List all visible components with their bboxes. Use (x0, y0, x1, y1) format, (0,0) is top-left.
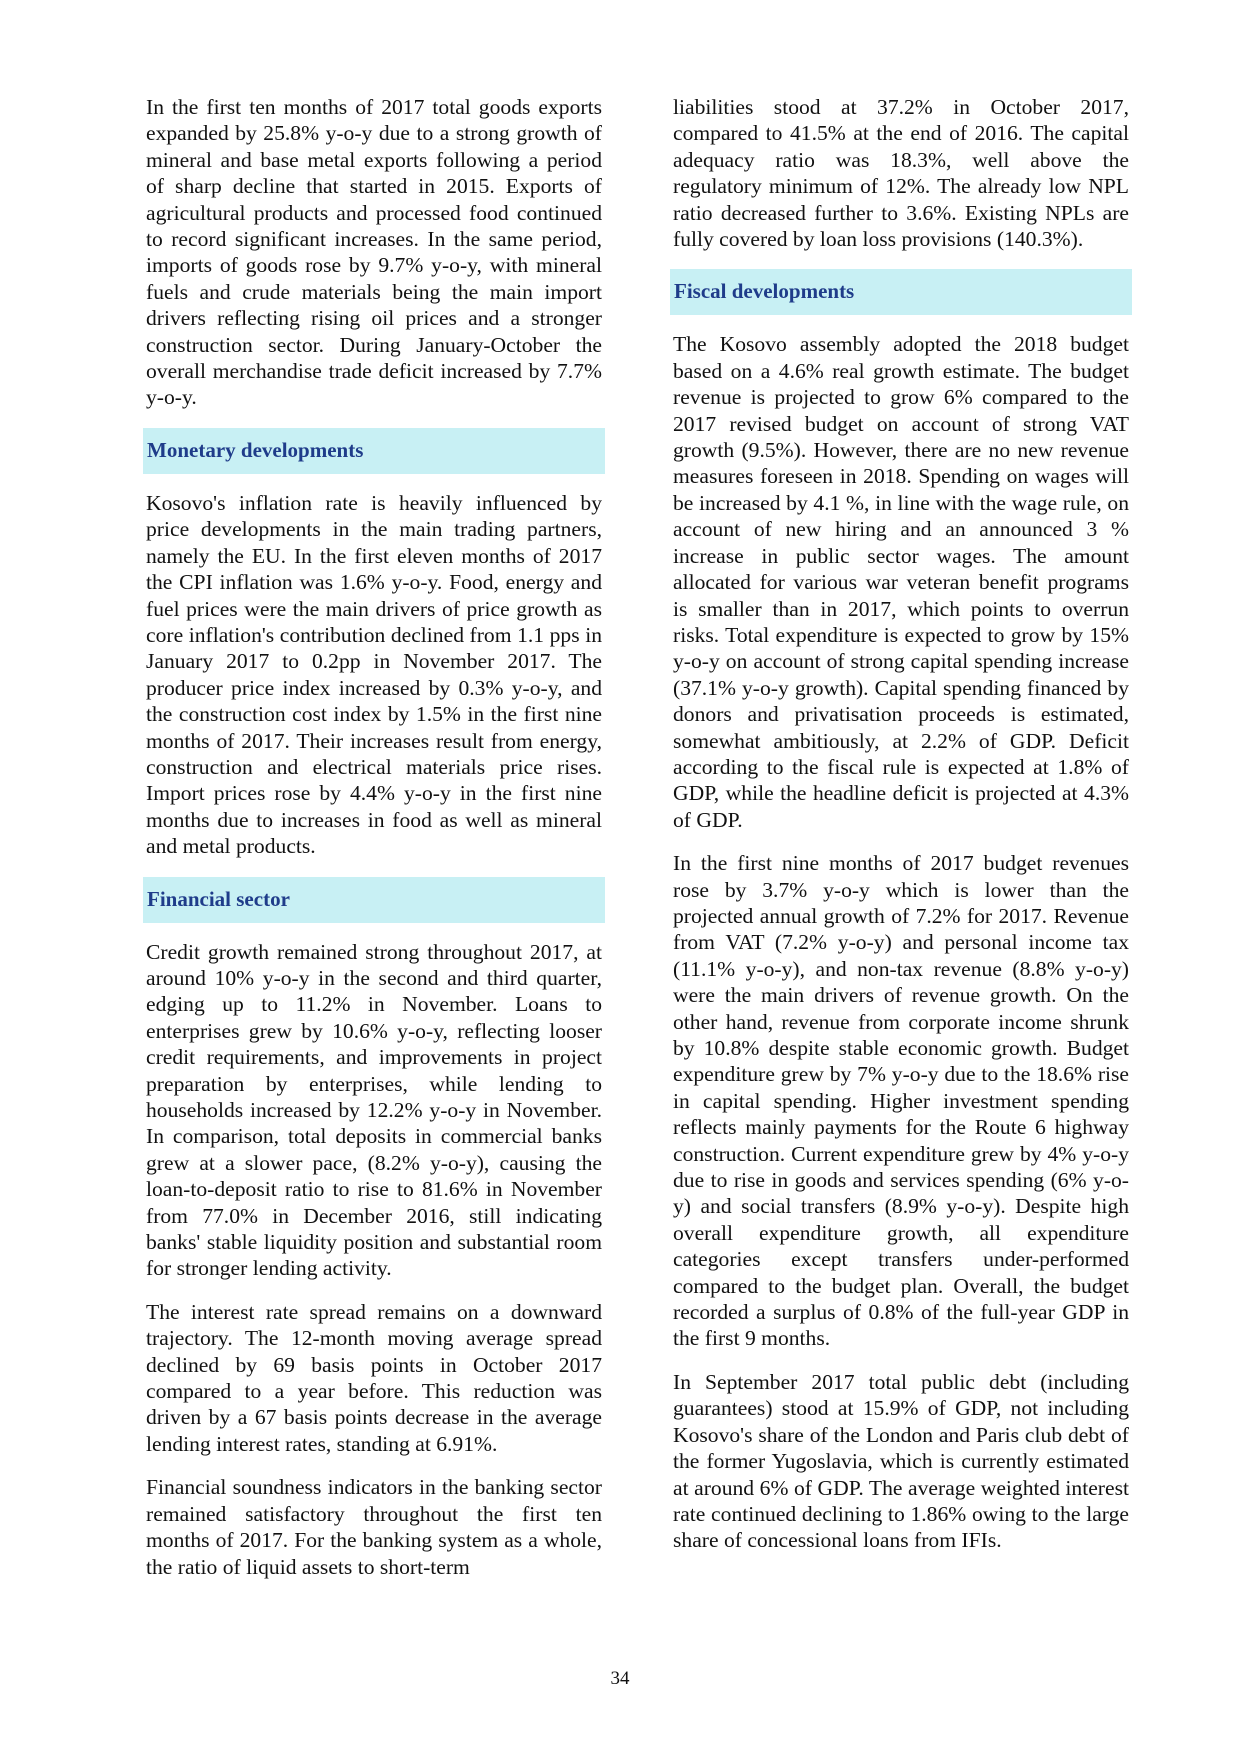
financial-paragraph-credit: Credit growth remained strong throughout 2017, at around 10% y-o-y in the second and third quarter, edging up to 11.2% in November. Loans to enterprises grew by 10.6% y-o-y, reflecting looser credit requirements, and improvements in project preparation by enterprises, while lending to households increased by 12.2% y-o-y in November. In comparison, total deposits in commercial banks grew at a slower pace, (8.2% y-o-y), causing the loan-to-deposit ratio to rise to 81.6% in November from 77.0% in December 2016, still indicating banks' stable liquidity position and substantial room for stronger lending activity. (146, 939, 602, 1281)
section-heading-monetary: Monetary developments (143, 428, 605, 474)
fiscal-paragraph-budget: The Kosovo assembly adopted the 2018 budget based on a 4.6% real growth estimate. The budget revenue is projected to grow 6% compared to the 2017 revised budget on account of strong VAT growth (9.5%). However, there are no new revenue measures foreseen in 2018. Spending on wages will be increased by 4.1 %, in line with the wage rule, on account of new hiring and an announced 3 % increase in public sector wages. The amount allocated for various war veteran benefit programs is smaller than in 2017, which points to overrun risks. Total expenditure is expected to grow by 15% y-o-y on account of strong capital spending increase (37.1% y-o-y growth). Capital spending financed by donors and privatisation proceeds is estimated, somewhat ambitiously, at 2.2% of GDP. Deficit according to the fiscal rule is expected at 1.8% of GDP, while the headline deficit is projected at 4.3% of GDP. (673, 332, 1129, 832)
financial-paragraph-continuation: liabilities stood at 37.2% in October 2017, compared to 41.5% at the end of 2016. The capital adequacy ratio was 18.3%, well above the regulatory minimum of 12%. The already low NPL ratio decreased further to 3.6%. Existing NPLs are fully covered by loan loss provisions (140.3%). (673, 95, 1129, 252)
section-heading-fiscal: Fiscal developments (670, 269, 1132, 315)
monetary-paragraph: Kosovo's inflation rate is heavily influenced by price developments in the main trading partners, namely the EU. In the first eleven months of 2017 the CPI inflation was 1.6% y-o-y. Food, energy and fuel prices were the main drivers of price growth as core inflation's contribution declined from 1.1 pps in January 2017 to 0.2pp in November 2017. The producer price index increased by 0.3% y-o-y, and the construction cost index by 1.5% in the first nine months of 2017. Their increases result from energy, construction and electrical materials price rises. Import prices rose by 4.4% y-o-y in the first nine months due to increases in food as well as mineral and metal products. (146, 490, 602, 859)
fiscal-paragraph-debt: In September 2017 total public debt (including guarantees) stood at 15.9% of GDP, not including Kosovo's share of the London and Paris club debt of the former Yugoslavia, which is currently estimated at around 6% of GDP. The average weighted interest rate continued declining to 1.86% owing to the large share of concessional loans from IFIs. (673, 1369, 1129, 1553)
trade-paragraph: In the first ten months of 2017 total goods exports expanded by 25.8% y-o-y due to a strong growth of mineral and base metal exports following a period of sharp decline that started in 2015. Exports of agricultural products and processed food continued to record significant increases. In the same period, imports of goods rose by 9.7% y-o-y, with mineral fuels and crude materials being the main import drivers reflecting rising oil prices and a stronger construction sector. During January-October the overall merchandise trade deficit increased by 7.7% y-o-y. (146, 95, 602, 410)
left-column (146, 94, 602, 1597)
page-number: 34 (610, 1668, 630, 1689)
financial-paragraph-interest: The interest rate spread remains on a downward trajectory. The 12-month moving average spread declined by 69 basis points in October 2017 compared to a year before. This reduction was driven by a 67 basis points decrease in the average lending interest rates, standing at 6.91%. (146, 1299, 602, 1456)
financial-paragraph-soundness: Financial soundness indicators in the banking sector remained satisfactory throughout the first ten months of 2017. For the banking system as a whole, the ratio of liquid assets to short-term (146, 1475, 602, 1579)
fiscal-paragraph-revenues: In the first nine months of 2017 budget revenues rose by 3.7% y-o-y which is lower than the projected annual growth of 7.2% for 2017. Revenue from VAT (7.2% y-o-y) and personal income tax (11.1% y-o-y), and non-tax revenue (8.8% y-o-y) were the main drivers of revenue growth. On the other hand, revenue from corporate income shrunk by 10.8% despite stable economic growth. Budget expenditure grew by 7% y-o-y due to the 18.6% rise in capital spending. Higher investment spending reflects mainly payments for the Route 6 highway construction. Current expenditure grew by 4% y-o-y due to rise in goods and services spending (6% y-o-y) and social transfers (8.9% y-o-y). Despite high overall expenditure growth, all expenditure categories except transfers under-performed compared to the budget plan. Overall, the budget recorded a surplus of 0.8% of the full-year GDP in the first 9 months. (673, 851, 1129, 1351)
section-heading-financial: Financial sector (143, 877, 605, 923)
right-column (673, 94, 1129, 1571)
